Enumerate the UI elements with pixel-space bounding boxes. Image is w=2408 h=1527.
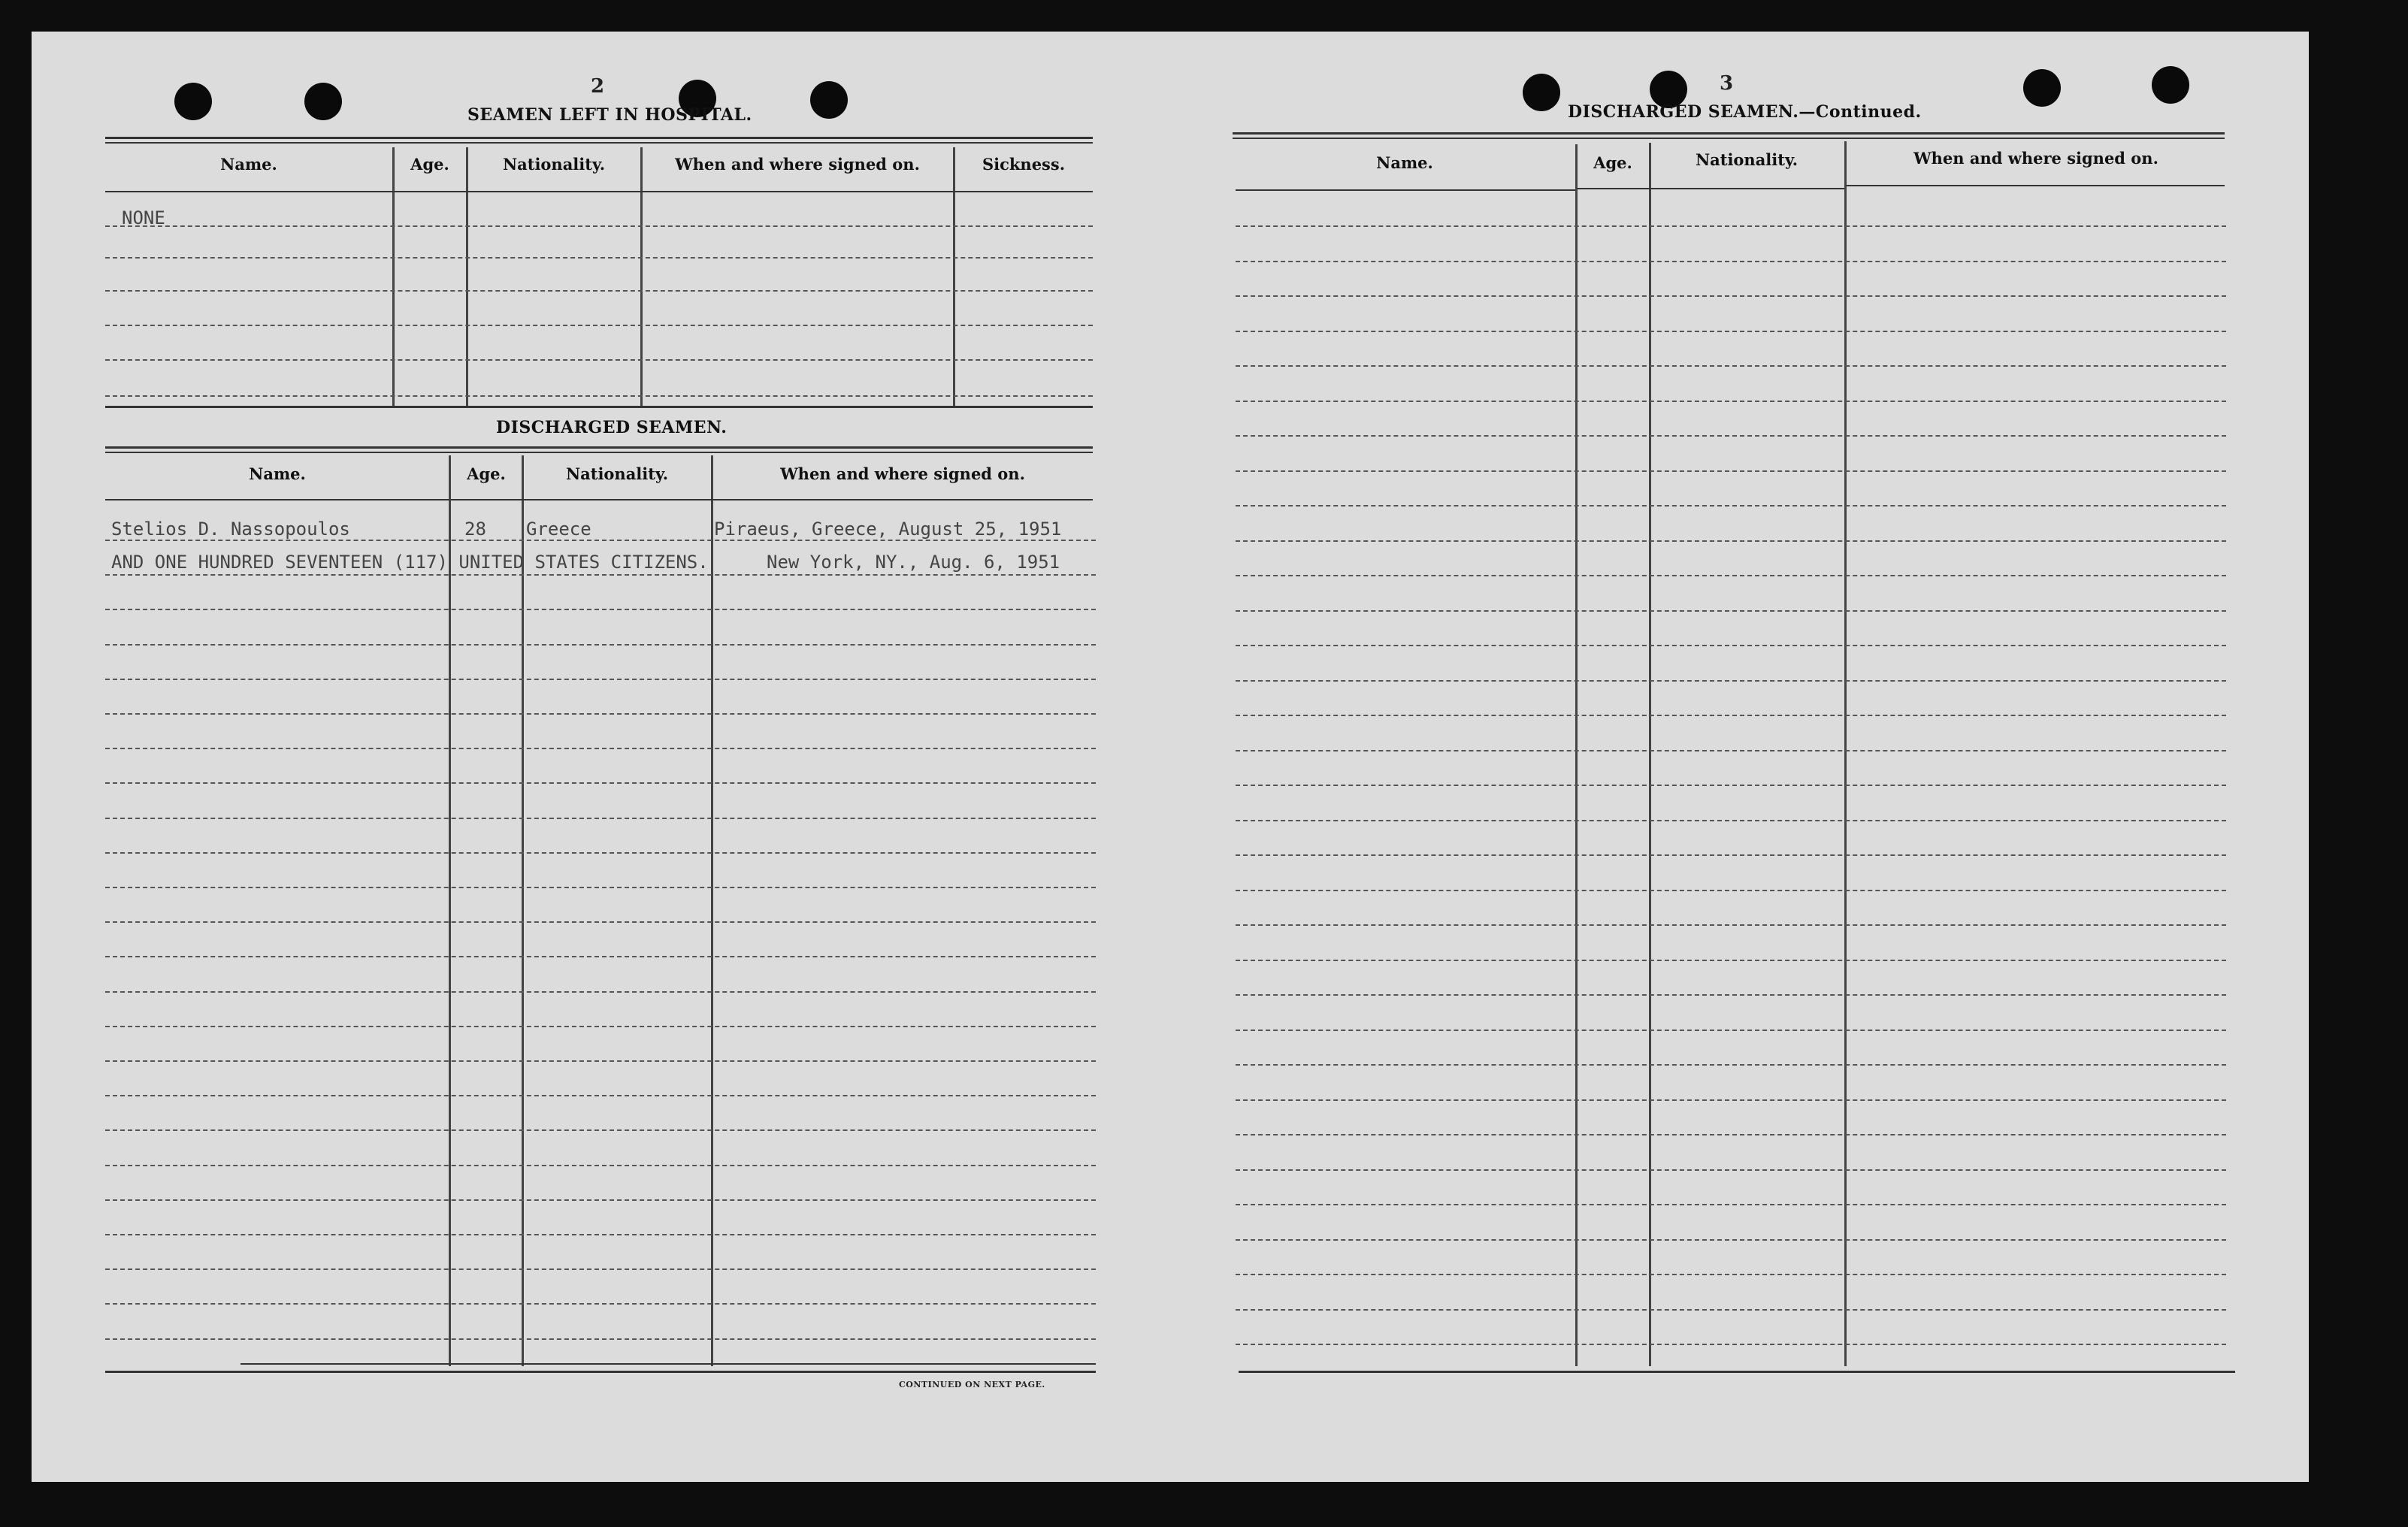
- continued-note: CONTINUED ON NEXT PAGE.: [899, 1380, 1045, 1389]
- hospital-section-title: SEAMEN LEFT IN HOSPITAL.: [467, 105, 752, 125]
- column-divider: [953, 147, 955, 406]
- row-line: [105, 1268, 1096, 1270]
- row-line: [105, 921, 1096, 923]
- row-line: [1236, 750, 2226, 751]
- column-divider: [711, 455, 713, 1366]
- row-line: [1236, 960, 2226, 961]
- section-rule: [105, 406, 1093, 408]
- col-header-signed-on: When and where signed on.: [1913, 149, 2158, 168]
- punch-hole: [1523, 74, 1560, 111]
- punch-hole: [2023, 69, 2061, 107]
- col-header-nationality: Nationality.: [565, 464, 669, 483]
- row-line: [105, 679, 1096, 680]
- row-line: [1236, 610, 2226, 612]
- row-line: [1236, 645, 2226, 646]
- column-divider: [392, 147, 395, 406]
- row-line: [1236, 1030, 2226, 1031]
- column-divider: [522, 455, 524, 1366]
- col-header-age: Age.: [467, 464, 506, 483]
- page-number-right: 3: [1720, 72, 1734, 95]
- row-line: [1236, 331, 2226, 332]
- row-line: [1236, 261, 2226, 262]
- col-header-nationality: Nationality.: [1695, 150, 1798, 169]
- row-line: [1236, 715, 2226, 716]
- row-line: [1236, 924, 2226, 926]
- row-line: [1236, 401, 2226, 402]
- entry-age: 28: [464, 519, 486, 540]
- row-line: [1236, 575, 2226, 576]
- row-line: [1236, 225, 2226, 227]
- row-line: [105, 257, 1093, 259]
- table-bottom-rule: [105, 1371, 1096, 1373]
- row-line: [105, 1165, 1096, 1166]
- col-header-signed-on: When and where signed on.: [780, 464, 1025, 483]
- entry-name-continuation: AND ONE HUNDRED SEVENTEEN (117) UNITED STATES CITIZENS.: [111, 552, 709, 573]
- row-line: [105, 609, 1096, 610]
- header-underline: [1577, 188, 1844, 189]
- row-line: [105, 991, 1096, 993]
- row-line: [105, 540, 1096, 541]
- table-top-rule: [105, 137, 1093, 139]
- table-bottom-rule: [1239, 1371, 2235, 1373]
- row-line: [105, 887, 1096, 888]
- column-divider: [449, 455, 451, 1366]
- entry-signed-on: New York, NY., Aug. 6, 1951: [767, 552, 1060, 573]
- row-line: [105, 325, 1093, 326]
- column-divider: [640, 147, 643, 406]
- row-line: [105, 713, 1096, 715]
- row-line: [1236, 1099, 2226, 1101]
- row-line: [1236, 365, 2226, 367]
- page-number-left: 2: [591, 75, 605, 98]
- row-line: [105, 1060, 1096, 1062]
- row-line: [105, 748, 1096, 749]
- sheet-edge: [2277, 1014, 2307, 1450]
- row-line: [105, 359, 1093, 361]
- row-line: [1236, 785, 2226, 786]
- row-line: [105, 818, 1096, 819]
- row-line: [1236, 470, 2226, 472]
- table-top-rule: [105, 142, 1093, 144]
- row-line: [105, 1095, 1096, 1096]
- col-header-sickness: Sickness.: [982, 155, 1066, 174]
- row-line: [105, 644, 1096, 646]
- entry-nationality: Greece: [526, 519, 591, 540]
- punch-hole: [2152, 66, 2189, 104]
- row-line: [1236, 820, 2226, 821]
- col-header-name: Name.: [220, 155, 277, 174]
- row-line: [105, 395, 1093, 397]
- table-top-rule: [1233, 138, 2225, 139]
- row-line: [1236, 1239, 2226, 1241]
- row-line: [1236, 1064, 2226, 1066]
- col-header-name: Name.: [1376, 153, 1433, 172]
- row-line: [1236, 1309, 2226, 1311]
- table-top-rule: [105, 446, 1093, 449]
- entry-name: Stelios D. Nassopoulos: [111, 519, 350, 540]
- row-line: [105, 225, 1093, 227]
- document-sheet: [32, 32, 2309, 1482]
- row-line: [1236, 1134, 2226, 1135]
- table-top-rule: [105, 452, 1093, 453]
- row-line: [1236, 1169, 2226, 1171]
- row-line: [105, 290, 1093, 292]
- row-line: [1236, 890, 2226, 891]
- row-line: [1236, 1344, 2226, 1345]
- entry-signed-on: Piraeus, Greece, August 25, 1951: [714, 519, 1062, 540]
- row-line: [1236, 540, 2226, 542]
- row-line: [105, 1026, 1096, 1027]
- col-header-age: Age.: [410, 155, 449, 174]
- hospital-none-entry: NONE: [122, 207, 165, 228]
- row-line: [1236, 295, 2226, 297]
- row-line: [1236, 680, 2226, 682]
- punch-hole: [174, 83, 212, 120]
- row-line: [105, 782, 1096, 784]
- col-header-signed-on: When and where signed on.: [675, 155, 920, 174]
- column-divider: [466, 147, 468, 406]
- row-line: [105, 956, 1096, 957]
- row-line: [105, 1338, 1096, 1340]
- col-header-age: Age.: [1593, 153, 1632, 172]
- row-line: [1236, 435, 2226, 437]
- header-underline: [105, 499, 449, 500]
- column-divider: [1575, 144, 1578, 1366]
- row-line: [1236, 1274, 2226, 1275]
- row-line: [105, 1303, 1096, 1305]
- table-top-rule: [1233, 132, 2225, 135]
- header-underline: [1236, 189, 1575, 191]
- row-line: [105, 1129, 1096, 1131]
- right-section-title: DISCHARGED SEAMEN.—Continued.: [1568, 102, 1922, 122]
- row-line: [105, 1234, 1096, 1235]
- row-line: [105, 852, 1096, 854]
- header-underline: [105, 191, 1093, 192]
- discharged-section-title: DISCHARGED SEAMEN.: [496, 418, 728, 437]
- punch-hole: [810, 81, 848, 119]
- row-line: [105, 1199, 1096, 1201]
- row-line: [1236, 854, 2226, 856]
- row-line: [1236, 994, 2226, 996]
- col-header-name: Name.: [249, 464, 306, 483]
- col-header-nationality: Nationality.: [502, 155, 606, 174]
- table-bottom-rule: [240, 1363, 1096, 1365]
- header-underline: [451, 499, 1093, 500]
- punch-hole: [304, 83, 342, 120]
- header-underline: [1846, 185, 2225, 186]
- row-line: [1236, 505, 2226, 506]
- row-line: [105, 574, 1096, 576]
- column-divider: [1649, 143, 1651, 1366]
- column-divider: [1844, 141, 1847, 1366]
- row-line: [1236, 1204, 2226, 1205]
